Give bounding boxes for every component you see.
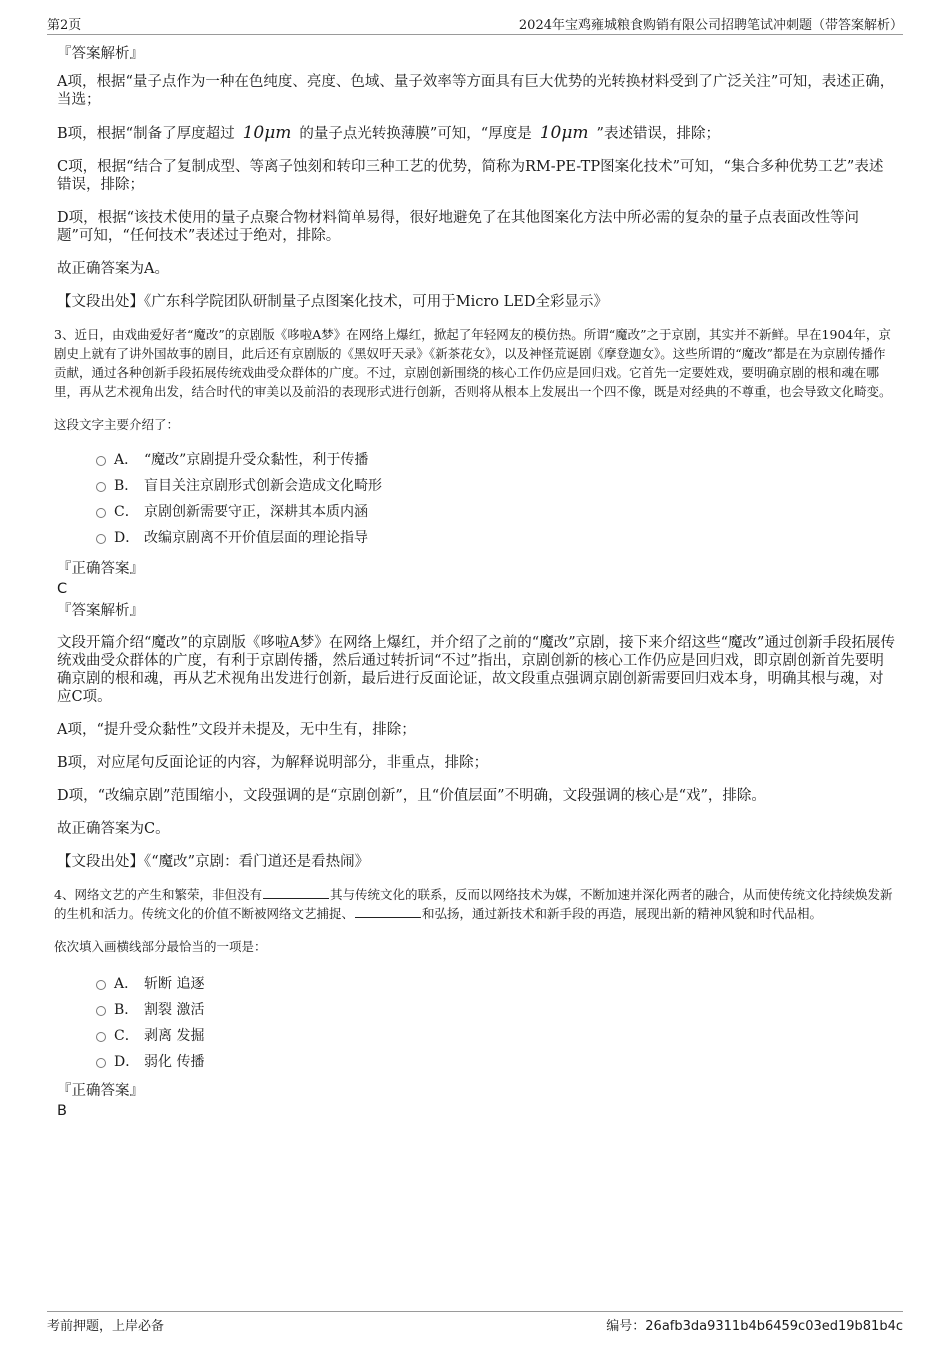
q3-analysis-a: A项，“提升受众黏性”文段并未提及，无中生有，排除； <box>57 722 416 738</box>
q2-analysis-d: D项，根据“该技术使用的量子点聚合物材料简单易得，很好地避免了在其他图案化方法中所必需的复杂的量子点表面改性等问题”可知，“任何技术”表述过于绝对，排除。 <box>57 210 860 244</box>
radio-icon[interactable] <box>96 1032 106 1042</box>
radio-icon[interactable] <box>96 456 106 466</box>
q3-stem: 这段文字主要介绍了： <box>54 417 180 432</box>
document-title: 2024年宝鸡雍城粮食购销有限公司招聘笔试冲刺题（带答案解析） <box>518 18 903 33</box>
q4-stem: 依次填入画横线部分最恰当的一项是： <box>54 939 267 954</box>
q3-option-c[interactable]: C． 京剧创新需要守正，深耕其本质内涵 <box>57 502 895 528</box>
page-header <box>47 14 903 35</box>
page-content <box>54 45 895 1130</box>
q2-b-text-3: ”表述错误，排除； <box>596 126 720 142</box>
q4-correct-answer: B <box>57 1103 67 1119</box>
q3-analysis: 文段开篇介绍“魔改”的京剧版《哆啦A梦》在网络上爆红，并介绍了之前的“魔改”京剧，接下来介绍这些“魔改”通过创新手段拓展传统戏曲受众群体的广度，有利于京剧传播，然后通过转折词“不过”指出，京剧创新的核心工作仍应是回归戏，即京剧创新首先要明确京剧的根和魂，再从艺术视角出发进行创新，最后进行反面论证，故文段重点强调京剧创新需要回归戏本身，明确其根与魂，对应C项。 <box>57 635 895 705</box>
q2-b-math-1: 10μm <box>242 123 292 143</box>
q2-source: 【文段出处】《广东科学院团队研制量子点图案化技术，可用于Micro LED全彩显示》 <box>57 294 608 310</box>
q2-analysis-tag: 『答案解析』 <box>57 46 144 62</box>
q2-b-math-2: 10μm <box>539 123 589 143</box>
q3-options <box>57 450 895 554</box>
footer-code-label: 编号： <box>606 1319 646 1334</box>
q4-option-c[interactable]: C． 剥离 发掘 <box>57 1026 895 1052</box>
q3-option-d[interactable]: D． 改编京剧离不开价值层面的理论指导 <box>57 528 895 554</box>
q3-question-text: 3、近日，由戏曲爱好者“魔改”的京剧版《哆啦A梦》在网络上爆红，掀起了年轻网友的模仿热。所谓“魔改”之于京剧，其实并不新鲜。早在1904年，京剧史上就有了讲外国故事的剧目，此后还有京剧版的《黑奴吁天录》《新茶花女》，以及神怪荒诞剧《摩登迦女》。这些所谓的“魔改”都是在为京剧传播作贡献，通过各种创新手段拓展传统戏曲受众群体的广度。不过，京剧创新围绕的核心工作仍应是回归戏。它首先一定要姓戏，要明确京剧的根和魂在哪里，再从艺术视角出发，结合时代的审美以及前沿的表现形式进行创新，否则将从根本上发展出一个四不像，既是对经典的不尊重，也会导致文化畸变。 <box>54 327 892 399</box>
q3-option-b[interactable]: B． 盲目关注京剧形式创新会造成文化畸形 <box>57 476 895 502</box>
q3-conclusion: 故正确答案为C。 <box>57 821 170 837</box>
q3-source: 【文段出处】《“魔改”京剧：看门道还是看热闹》 <box>57 854 370 870</box>
fill-blank-2 <box>355 905 421 918</box>
q3-correct-tag: 『正确答案』 <box>57 561 144 577</box>
q4-option-a[interactable]: A． 斩断 追逐 <box>57 974 895 1000</box>
radio-icon[interactable] <box>96 1058 106 1068</box>
footer-code-value: 26afb3da9311b4b6459c03ed19b81b4c <box>645 1319 903 1334</box>
q2-b-text-2: 的量子点光转换薄膜”可知，“厚度是 <box>299 126 532 142</box>
q4-option-b[interactable]: B． 割裂 激活 <box>57 1000 895 1026</box>
q3-analysis-tag: 『答案解析』 <box>57 603 144 619</box>
q2-analysis-a: A项，根据“量子点作为一种在色纯度、亮度、色域、量子效率等方面具有巨大优势的光转换材料受到了广泛关注”可知，表述正确，当选； <box>57 74 895 108</box>
q4-option-d[interactable]: D． 弱化 传播 <box>57 1052 895 1078</box>
radio-icon[interactable] <box>96 534 106 544</box>
q3-analysis-b: B项，对应尾句反面论证的内容，为解释说明部分，非重点，排除； <box>57 755 489 771</box>
fill-blank-1 <box>263 886 329 899</box>
radio-icon[interactable] <box>96 1006 106 1016</box>
radio-icon[interactable] <box>96 482 106 492</box>
footer-code <box>606 1315 903 1334</box>
q4-correct-tag: 『正确答案』 <box>57 1083 144 1099</box>
q3-option-a[interactable]: A． “魔改”京剧提升受众黏性，利于传播 <box>57 450 895 476</box>
q4-question-text: 4、网络文艺的产生和繁荣，非但没有 其与传统文化的联系，反而以网络技术为媒，不断加速并深化两者的融合，从而使传统文化持续焕发新的生机和活力。传统文化的价值不断被网络文艺捕捉、 和弘扬，通过新技术和新手段的再造，展现出新的精神风貌和时代品相。 <box>54 887 893 921</box>
footer-slogan: 考前押题，上岸必备 <box>47 1319 165 1334</box>
q3-correct-answer: C <box>57 581 68 597</box>
q2-b-text-1: B项，根据“制备了厚度超过 <box>57 126 235 142</box>
q4-options <box>57 974 895 1078</box>
radio-icon[interactable] <box>96 980 106 990</box>
radio-icon[interactable] <box>96 508 106 518</box>
q2-conclusion: 故正确答案为A。 <box>57 261 169 277</box>
q2-analysis-b <box>57 124 895 143</box>
q3-analysis-d: D项，“改编京剧”范围缩小，文段强调的是“京剧创新”，且“价值层面”不明确，文段强调的核心是“戏”，排除。 <box>57 788 766 804</box>
q2-analysis-c: C项，根据“结合了复制成型、等离子蚀刻和转印三种工艺的优势，简称为RM-PE-TP图案化技术”可知，“集合多种优势工艺”表述错误，排除； <box>57 159 884 193</box>
page-number: 第2页 <box>47 18 82 33</box>
page-footer <box>47 1311 903 1334</box>
